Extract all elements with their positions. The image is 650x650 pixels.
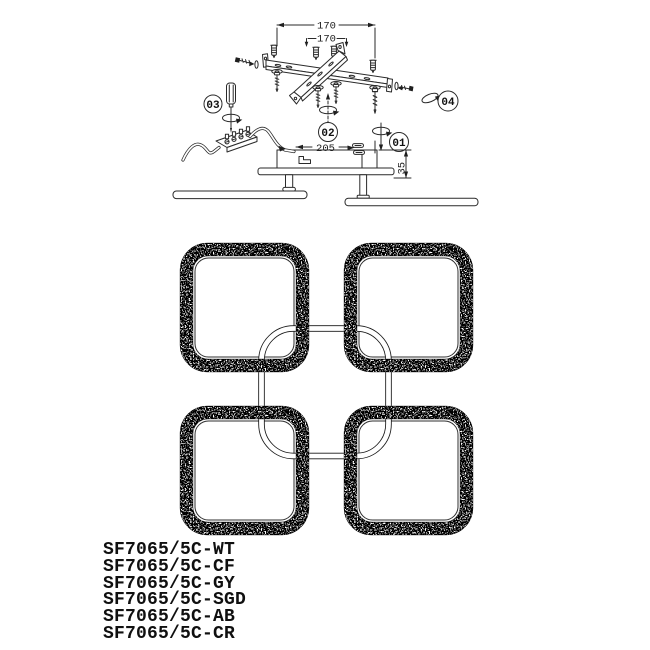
callout-02 (319, 123, 338, 142)
wall-anchor-icon (313, 47, 319, 59)
wall-anchor-icon (370, 60, 376, 72)
dim-outer-label: 170 (317, 20, 336, 33)
terminal-block-icon (216, 127, 257, 152)
assembly-diagram (173, 21, 478, 206)
screwdriver-icon (223, 83, 243, 133)
ring-inner-outline (195, 421, 294, 520)
light-panel-side-right (345, 198, 478, 206)
model-code: SF7065/5C-GY (103, 573, 236, 594)
ring-inner-outline (359, 258, 458, 357)
model-code: SF7065/5C-WT (103, 540, 236, 560)
ring-inner-outline (359, 421, 458, 520)
fixture-bottom-view (180, 243, 473, 535)
connector-frame (262, 329, 389, 457)
model-code: SF7065/5C-AB (103, 607, 236, 627)
model-code: SF7065/5C-CR (103, 623, 236, 644)
screw-icon (315, 89, 320, 108)
dim-205-label: 205 (316, 142, 335, 155)
callout-01 (390, 133, 409, 152)
screw-icon (274, 73, 279, 92)
callout-04 (438, 91, 458, 111)
led-ring-bottom-left (180, 406, 309, 535)
led-ring-bottom-right (344, 406, 473, 535)
callout-03-label: 03 (206, 99, 220, 112)
dim-inner-label: 170 (317, 33, 336, 46)
light-panel-side-left (173, 191, 307, 199)
callout-01-label: 01 (392, 137, 406, 150)
screw-icon (333, 85, 338, 104)
screw-icon (372, 89, 377, 114)
callout-02-label: 02 (321, 127, 335, 140)
ring-inner-outline (195, 258, 294, 357)
led-ring-top-left (180, 243, 309, 372)
stem-right (357, 175, 369, 201)
callout-03 (204, 95, 222, 113)
dim-35-label: 35 (396, 161, 409, 175)
side-screw-right (395, 82, 414, 91)
callout-04-label: 04 (441, 96, 455, 109)
model-list (103, 542, 246, 643)
wall-anchor-icon (271, 45, 277, 57)
side-screw-left (235, 57, 258, 68)
model-code: SF7065/5C-SGD (103, 590, 247, 611)
stem-left (283, 175, 296, 191)
led-ring-top-right (344, 243, 473, 372)
model-code: SF7065/5C-CF (103, 556, 236, 577)
